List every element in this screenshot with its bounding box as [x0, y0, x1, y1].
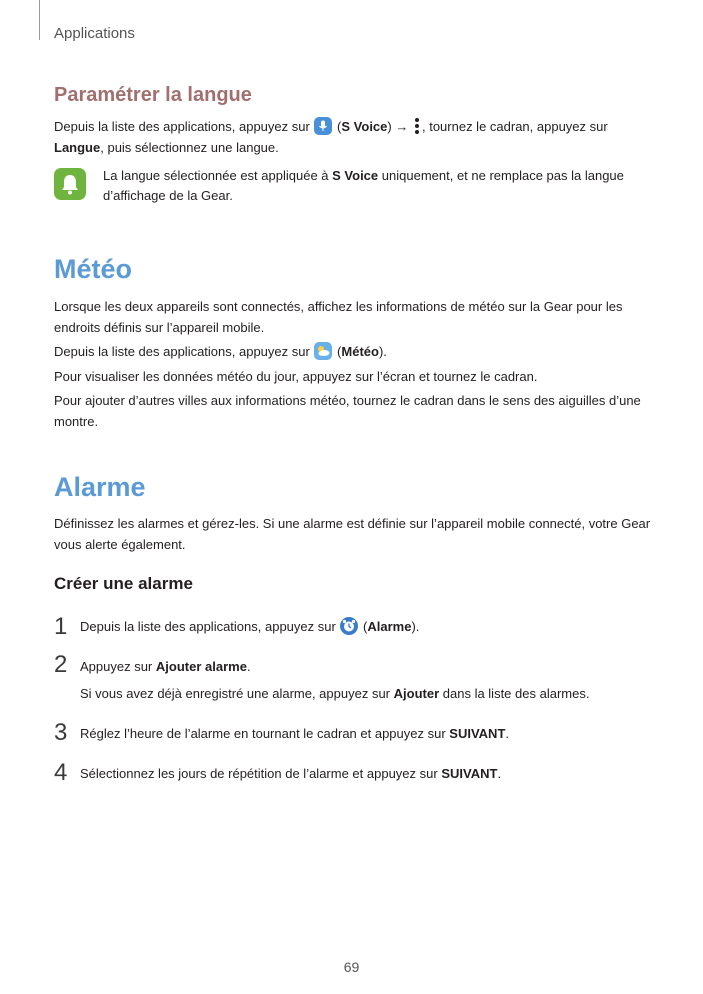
- meteo-paragraph-4: Pour ajouter d’autres villes aux informations météo, tournez le cadran dans le sens des aiguilles d’une montre.: [54, 393, 641, 429]
- page-number: 69: [343, 959, 360, 975]
- step-number: 2: [54, 651, 68, 678]
- step-2-period: .: [246, 659, 251, 674]
- step-2-sub-text-2: dans la liste des alarmes.: [442, 686, 590, 701]
- s-voice-app-icon: [314, 117, 332, 135]
- langue-label: Langue: [54, 140, 101, 155]
- note-text-1: La langue sélectionnée est appliquée à: [103, 168, 329, 183]
- create-alarm-subtitle: Créer une alarme: [54, 574, 193, 593]
- language-note: [103, 166, 663, 206]
- meteo-paragraph-3: Pour visualiser les données météo du jour, appuyez sur l’écran et tournez le cadran.: [54, 369, 538, 384]
- step-text: [80, 764, 660, 784]
- note-text-2: uniquement, et ne remplace pas la langue d’affichage de la Gear.: [103, 168, 624, 203]
- arrow-glyph: →: [395, 119, 409, 134]
- alarm-app-icon: [340, 617, 358, 635]
- step-3-text: Réglez l’heure de l’alarme en tournant le cadran et appuyez sur: [80, 726, 446, 741]
- language-instructions: Depuis la liste des applications, appuyez sur (S Voice) → , tournez le cadran, appuyez sur Langue, puis sélectionnez une langue.: [54, 119, 608, 155]
- step-number: 1: [54, 613, 68, 640]
- step-number: 3: [54, 719, 68, 746]
- note-bell-icon: [54, 168, 86, 200]
- ajouter-label: Ajouter: [393, 686, 440, 701]
- page-section-title: Applications: [54, 25, 135, 42]
- step-3-period: .: [505, 726, 510, 741]
- meteo-app-icon: [314, 342, 332, 360]
- step-text: [80, 724, 660, 744]
- step-text: [80, 657, 660, 677]
- step-4-text: Sélectionnez les jours de répétition de l’alarme et appuyez sur: [80, 766, 438, 781]
- step-1-text: Depuis la liste des applications, appuyez sur: [80, 619, 336, 634]
- language-text-1: Depuis la liste des applications, appuyez sur: [54, 119, 310, 134]
- more-options-icon: [413, 117, 421, 135]
- language-text-3: , puis sélectionnez une langue.: [100, 140, 279, 155]
- s-voice-label: S Voice: [341, 119, 388, 134]
- suivant-label: SUIVANT: [449, 726, 506, 741]
- alarme-intro: Définissez les alarmes et gérez-les. Si une alarme est définie sur l’appareil mobile connecté, votre Gear vous alerte également.: [54, 516, 651, 552]
- ajouter-alarme-label: Ajouter alarme: [155, 659, 247, 674]
- step-4-period: .: [497, 766, 502, 781]
- meteo-paragraph-2: Depuis la liste des applications, appuyez sur (Météo).: [54, 344, 387, 359]
- meteo-label: Météo: [341, 344, 379, 359]
- note-bold: S Voice: [332, 168, 379, 183]
- step-number: 4: [54, 759, 68, 786]
- language-text-2: , tournez le cadran, appuyez sur: [421, 119, 608, 134]
- header-divider: [39, 0, 40, 40]
- step-2-sub-text-1: Si vous avez déjà enregistré une alarme, appuyez sur: [80, 686, 391, 701]
- language-heading: Paramétrer la langue: [54, 84, 252, 106]
- suivant-label: SUIVANT: [441, 766, 498, 781]
- step-text: Depuis la liste des applications, appuyez sur (Alarme).: [80, 619, 420, 634]
- meteo-text: Depuis la liste des applications, appuyez sur: [54, 344, 310, 359]
- step-2-subtext: [80, 684, 660, 704]
- meteo-heading: Météo: [54, 254, 133, 284]
- alarme-label: Alarme: [367, 619, 412, 634]
- meteo-paragraph-1: Lorsque les deux appareils sont connectés, affichez les informations de météo sur la Gear pour les endroits définis sur l’appareil mobile.: [54, 299, 623, 335]
- step-2-text: Appuyez sur: [80, 659, 153, 674]
- alarme-heading: Alarme: [54, 472, 146, 502]
